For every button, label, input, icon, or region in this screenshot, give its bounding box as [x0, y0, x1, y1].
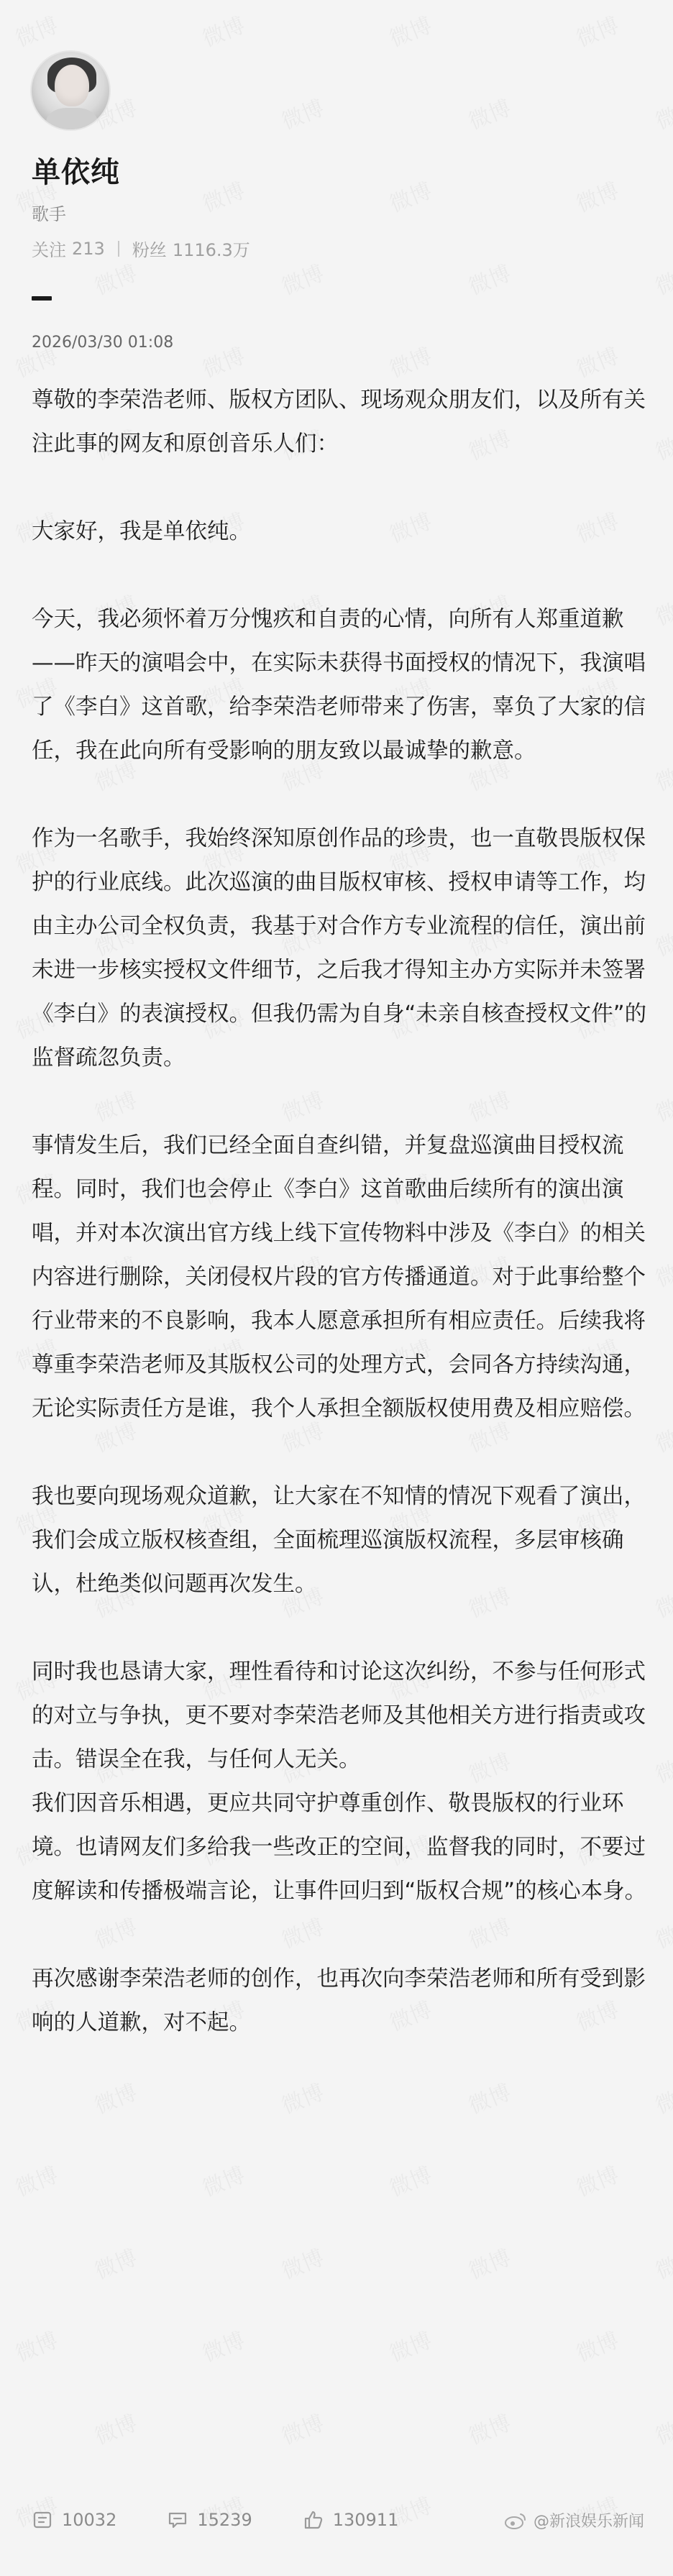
watermark-text — [197, 173, 249, 218]
watermark-text — [650, 1247, 673, 1293]
watermark-text — [650, 2240, 673, 2285]
watermark-text — [571, 338, 623, 383]
watermark-text — [10, 2322, 62, 2368]
fans-label: 粉丝 — [132, 240, 167, 260]
post-paragraph: 同时我也恳请大家，理性看待和讨论这次纠纷，不参与任何形式的对立与争执，更不要对李荣浩老师及其他相关方进行指责或攻击。错误全在我，与任何人无关。 — [32, 1659, 646, 1772]
profile-stats — [32, 236, 250, 261]
watermark-text — [276, 90, 328, 135]
watermark-text — [650, 1578, 673, 1623]
watermark-text — [463, 255, 515, 301]
watermark-text — [571, 2157, 623, 2202]
post-body — [32, 378, 650, 2089]
watermark-text — [197, 338, 249, 383]
watermark-text — [571, 2322, 623, 2368]
comment-icon — [167, 2509, 188, 2531]
watermark-text — [384, 2157, 436, 2202]
watermark-text — [650, 586, 673, 631]
watermark-text — [197, 7, 249, 52]
post-paragraph: 再次感谢李荣浩老师的创作，也再次向李荣浩老师和所有受到影响的人道歉，对不起。 — [32, 1966, 646, 2035]
watermark-text — [650, 1743, 673, 1789]
post-paragraph: 作为一名歌手，我始终深知原创作品的珍贵，也一直敬畏版权保护的行业底线。此次巡演的曲目版权审核、授权申请等工作，均由主办公司全权负责，我基于对合作方专业流程的信任，演出前未进一步核实授权文件细节，之后我才得知主办方实际并未签署《李白》的表演授权。但我仍需为自身“未亲自核查授权文件”的监督疏忽负责。 — [32, 826, 647, 1071]
weibo-logo-icon — [503, 2511, 528, 2530]
watermark-text — [650, 2074, 673, 2119]
watermark-text — [650, 255, 673, 301]
watermark-text — [10, 7, 62, 52]
post-paragraph: 事情发生后，我们已经全面自查纠错，并复盘巡演曲目授权流程。同时，我们也会停止《李白》这首歌曲后续所有的演出演唱，并对本次演出官方线上线下宣传物料中涉及《李白》的相关内容进行删除，关闭侵权片段的官方传播通道。对于此事给整个行业带来的不良影响，我本人愿意承担所有相应责任。后续我将尊重李荣浩老师及其版权公司的处理方式，会同各方持续沟通，无论实际责任方是谁，我个人承担全额版权使用费及相应赔偿。 — [32, 1133, 646, 1421]
watermark-text — [463, 2570, 515, 2576]
watermark-text — [463, 2240, 515, 2285]
watermark-text — [276, 2405, 328, 2450]
post-paragraph: 今天，我必须怀着万分愧疚和自责的心情，向所有人郑重道歉——昨天的演唱会中，在实际未获得书面授权的情况下，我演唱了《李白》这首歌，给李荣浩老师带来了伤害，辜负了大家的信任，我在此向所有受影响的朋友致以最诚挚的歉意。 — [32, 607, 646, 764]
watermark-text — [650, 1413, 673, 1458]
follow-label: 关注 — [32, 240, 66, 260]
watermark-text — [650, 917, 673, 962]
post-paragraph: 我们因音乐相遇，更应共同守护尊重创作、敬畏版权的行业环境。也请网友们多给我一些改正的空间，监督我的同时，不要过度解读和传播极端言论，让事件回归到“版权合规”的核心本身。 — [32, 1791, 647, 1904]
watermark-text — [650, 90, 673, 135]
watermark-text — [463, 90, 515, 135]
watermark-text — [276, 2570, 328, 2576]
watermark-text — [10, 2157, 62, 2202]
watermark-text — [276, 255, 328, 301]
watermark-text — [571, 7, 623, 52]
watermark-text — [197, 2157, 249, 2202]
watermark-text — [384, 7, 436, 52]
watermark-text — [384, 338, 436, 383]
watermark-text — [650, 421, 673, 466]
stats-divider — [118, 241, 119, 257]
watermark-text — [276, 2240, 328, 2285]
watermark-text — [89, 2405, 141, 2450]
profile-role: 歌手 — [32, 204, 66, 224]
watermark-text — [384, 2322, 436, 2368]
comment-button[interactable] — [167, 2509, 252, 2531]
repost-count: 10032 — [62, 2510, 117, 2530]
follow-count: 213 — [72, 238, 105, 259]
watermark-text — [571, 173, 623, 218]
watermark-text — [650, 2570, 673, 2576]
watermark-text — [89, 2570, 141, 2576]
watermark-text — [89, 255, 141, 301]
fans-count: 1116.3万 — [172, 240, 250, 260]
source-credit — [503, 2509, 644, 2531]
post-date: 2026/03/30 01:08 — [32, 334, 174, 352]
watermark-text — [384, 173, 436, 218]
credit-text: @新浪娱乐新闻 — [533, 2513, 644, 2531]
avatar[interactable] — [30, 50, 111, 131]
like-icon — [303, 2509, 324, 2531]
repost-button[interactable] — [32, 2509, 116, 2531]
watermark-text — [650, 1082, 673, 1127]
watermark-text — [650, 2405, 673, 2450]
profile-name[interactable]: 单依纯 — [32, 156, 120, 189]
post-paragraph: 大家好，我是单依纯。 — [32, 519, 251, 544]
repost-icon — [32, 2509, 53, 2531]
comment-count: 15239 — [197, 2510, 252, 2530]
watermark-text — [89, 2240, 141, 2285]
post-paragraph: 尊敬的李荣浩老师、版权方团队、现场观众朋友们，以及所有关注此事的网友和原创音乐人们： — [32, 388, 646, 457]
like-count: 130911 — [332, 2510, 399, 2530]
like-button[interactable] — [303, 2509, 399, 2531]
section-divider-bar — [32, 296, 52, 301]
watermark-text — [463, 2405, 515, 2450]
watermark-text — [650, 1909, 673, 1954]
post-paragraph: 我也要向现场观众道歉，让大家在不知情的情况下观看了演出，我们会成立版权核查组，全面梳理巡演版权流程，多层审核确认，杜绝类似问题再次发生。 — [32, 1484, 646, 1597]
watermark-text — [197, 2322, 249, 2368]
watermark-text — [650, 751, 673, 797]
